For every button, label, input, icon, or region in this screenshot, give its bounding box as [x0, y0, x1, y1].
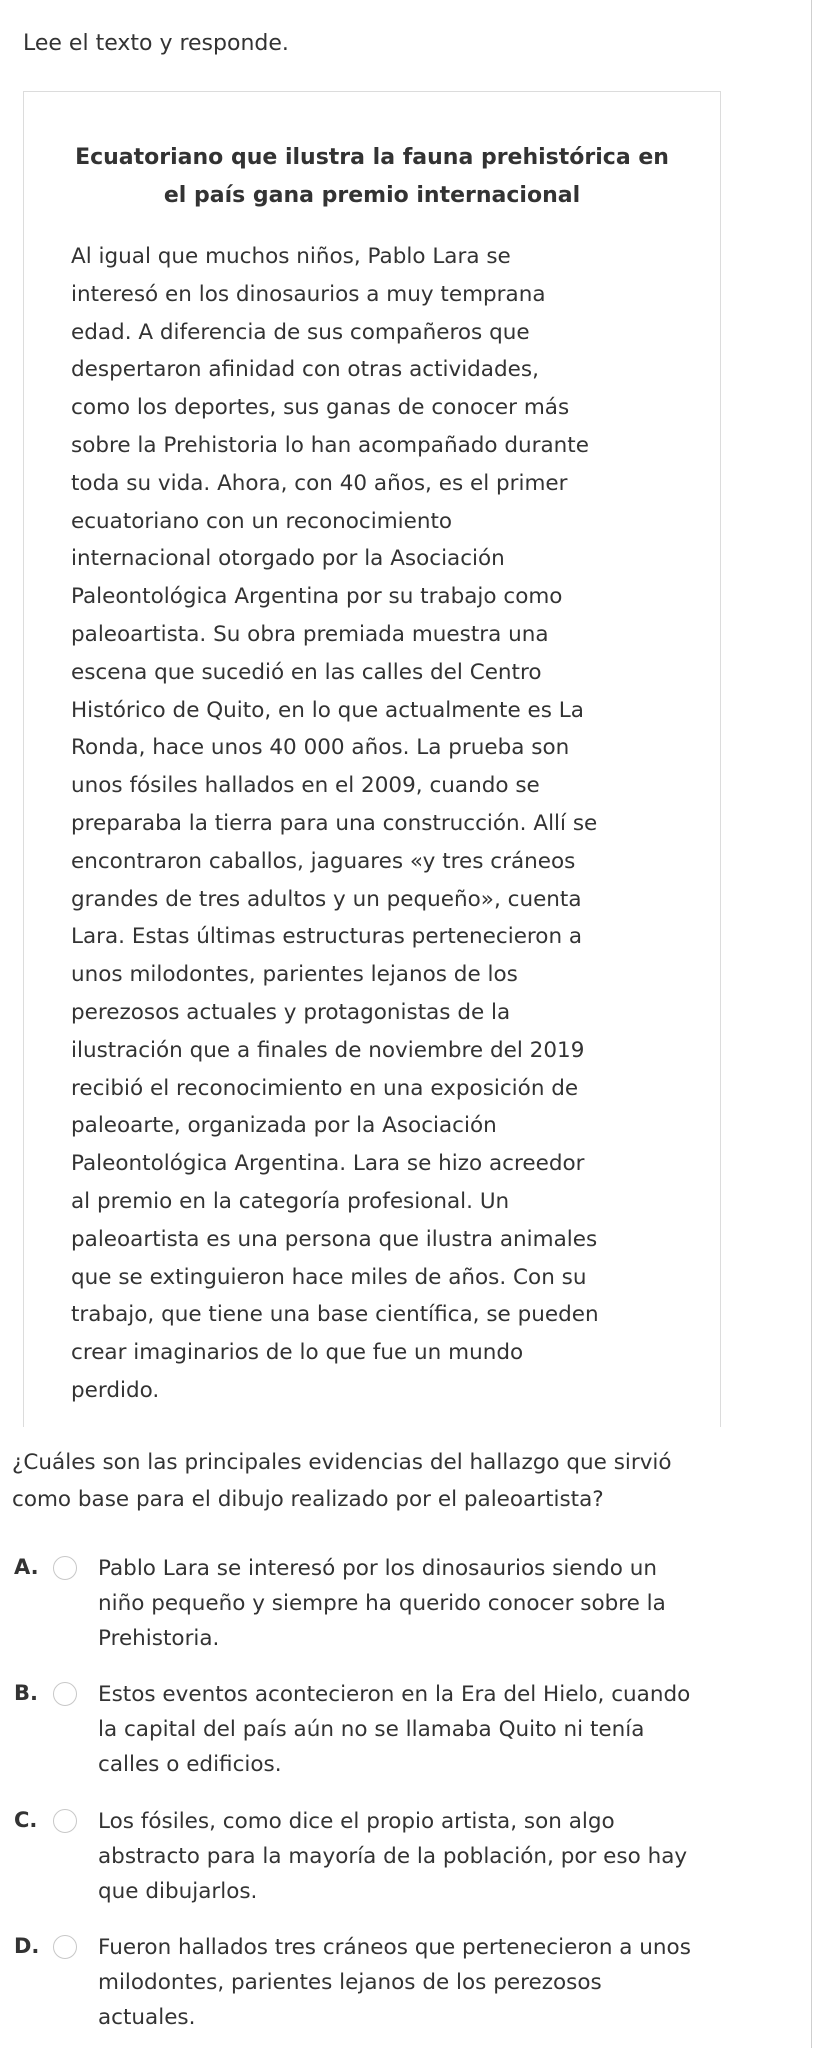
option-text[interactable]	[98, 1551, 816, 1656]
option-text[interactable]	[98, 1677, 816, 1782]
option-text[interactable]	[98, 1930, 816, 2035]
question-line: ¿Cuáles son las principales evidencias del hallazgo que sirvió	[12, 1450, 672, 1475]
article-line: Ronda, hace unos 40 000 años. La prueba son	[71, 735, 570, 761]
article-line: unos fósiles hallados en el 2009, cuando se	[71, 773, 540, 799]
article-line: despertaron afinidad con otras actividades,	[71, 357, 539, 383]
article-line: Histórico de Quito, en lo que actualmente es La	[71, 697, 584, 723]
option-line: actuales.	[98, 2005, 196, 2030]
article-line: edad. A diferencia de sus compañeros que	[71, 319, 530, 345]
article-line: sobre la Prehistoria lo han acompañado durante	[71, 432, 589, 458]
article-line: ilustración que a finales de noviembre del 2019	[71, 1037, 585, 1063]
article-line: perezosos actuales y protagonistas de la	[71, 999, 511, 1025]
question-text	[12, 1444, 822, 1518]
article-line: encontraron caballos, jaguares «y tres cráneos	[71, 848, 576, 874]
answer-option-a[interactable]	[0, 1551, 826, 1661]
article-line: Paleontológica Argentina por su trabajo como	[71, 584, 563, 610]
article-line: como los deportes, sus ganas de conocer más	[71, 395, 570, 421]
question-line: como base para el dibujo realizado por el paleoartista?	[12, 1487, 604, 1512]
article-line: paleoartista. Su obra premiada muestra una	[71, 621, 549, 647]
option-letter: B.	[14, 1681, 38, 1705]
instruction-text: Lee el texto y responde.	[23, 31, 289, 56]
option-letter: D.	[14, 1934, 40, 1958]
article-line: toda su vida. Ahora, con 40 años, es el primer	[71, 470, 568, 496]
answer-option-c[interactable]	[0, 1804, 826, 1914]
answer-option-d[interactable]	[0, 1930, 826, 2040]
article-line: crear imaginarios de lo que fue un mundo	[71, 1340, 524, 1366]
option-line: abstracto para la mayoría de la población, por eso hay	[98, 1844, 688, 1869]
article-body	[71, 238, 697, 1410]
option-line: niño pequeño y siempre ha querido conocer sobre la	[98, 1591, 666, 1616]
article-line: internacional otorgado por la Asociación	[71, 546, 505, 572]
option-line: milodontes, parientes lejanos de los perezosos	[98, 1970, 602, 1995]
option-text[interactable]	[98, 1804, 816, 1909]
article-line: preparaba la tierra para una construcción. Allí se	[71, 810, 598, 836]
article-line: al premio en la categoría profesional. Un	[71, 1188, 510, 1214]
option-line: Prehistoria.	[98, 1626, 220, 1651]
reading-passage	[23, 91, 721, 1427]
article-line: recibió el reconocimiento en una exposición de	[71, 1075, 579, 1101]
article-line: perdido.	[71, 1377, 160, 1403]
article-title-line: el país gana premio internacional	[163, 183, 581, 208]
article-line: escena que sucedió en las calles del Centro	[71, 659, 542, 685]
article-line: ecuatoriano con un reconocimiento	[71, 508, 453, 534]
article-line: Lara. Estas últimas estructuras pertenecieron a	[71, 924, 583, 950]
option-line: calles o edificios.	[98, 1752, 282, 1777]
radio-button[interactable]	[53, 1556, 77, 1580]
article-line: grandes de tres adultos y un pequeño», cuenta	[71, 886, 582, 912]
option-letter: A.	[14, 1555, 39, 1579]
article-line: Paleontológica Argentina. Lara se hizo acreedor	[71, 1151, 585, 1177]
article-title	[72, 139, 672, 215]
option-line: que dibujarlos.	[98, 1879, 258, 1904]
option-line: Fueron hallados tres cráneos que pertenecieron a unos	[98, 1935, 691, 1960]
radio-button[interactable]	[53, 1935, 77, 1959]
article-line: paleoarte, organizada por la Asociación	[71, 1113, 497, 1139]
option-line: Estos eventos acontecieron en la Era del Hielo, cuando	[98, 1682, 691, 1707]
radio-button[interactable]	[53, 1682, 77, 1706]
option-line: Los fósiles, como dice el propio artista, son algo	[98, 1809, 615, 1834]
article-line: trabajo, que tiene una base científica, se pueden	[71, 1302, 599, 1328]
article-line: que se extinguieron hace miles de años. Con su	[71, 1264, 587, 1290]
option-letter: C.	[14, 1808, 38, 1832]
article-title-line: Ecuatoriano que ilustra la fauna prehistórica en	[75, 145, 669, 170]
article-line: unos milodontes, parientes lejanos de los	[71, 962, 518, 988]
article-line: Al igual que muchos niños, Pablo Lara se	[71, 244, 511, 269]
article-line: paleoartista es una persona que ilustra animales	[71, 1226, 598, 1252]
radio-button[interactable]	[53, 1809, 77, 1833]
article-line: interesó en los dinosaurios a muy temprana	[71, 281, 546, 307]
answer-option-b[interactable]	[0, 1677, 826, 1787]
option-line: Pablo Lara se interesó por los dinosaurios siendo un	[98, 1556, 658, 1581]
option-line: la capital del país aún no se llamaba Quito ni tenía	[98, 1717, 645, 1742]
